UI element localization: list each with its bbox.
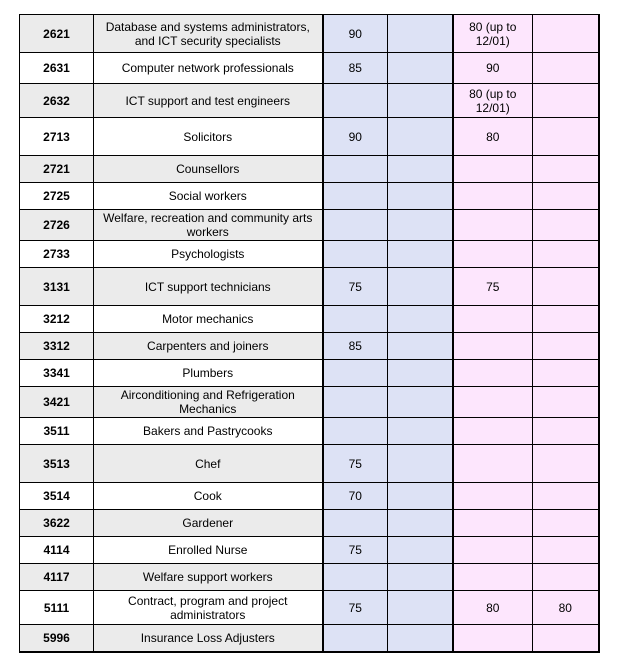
table-row — [20, 625, 599, 652]
occupation-name-cell: Airconditioning and Refrigeration Mechanics — [94, 387, 323, 418]
points-column-1-cell — [323, 156, 388, 183]
table-row — [20, 15, 599, 53]
occupation-name-cell: Database and systems administrators, and ICT security specialists — [94, 15, 323, 53]
points-column-2-cell — [388, 241, 453, 268]
points-column-2-cell — [388, 15, 453, 53]
occupation-name-cell: ICT support technicians — [94, 268, 323, 306]
points-column-4-cell — [533, 564, 599, 591]
table-row — [20, 241, 599, 268]
points-column-1-cell — [323, 306, 388, 333]
points-column-2-cell — [388, 210, 453, 241]
points-column-1-cell: 90 — [323, 15, 388, 53]
points-column-3-cell — [453, 183, 533, 210]
occupation-code-cell: 2713 — [20, 118, 94, 156]
occupation-code-cell: 3622 — [20, 510, 94, 537]
points-column-1-cell: 85 — [323, 53, 388, 84]
occupation-code-cell: 2725 — [20, 183, 94, 210]
points-column-1-cell — [323, 183, 388, 210]
points-column-3-cell — [453, 210, 533, 241]
table-row — [20, 591, 599, 625]
occupation-code-cell: 3312 — [20, 333, 94, 360]
points-column-4-cell — [533, 156, 599, 183]
occupation-name-cell: Counsellors — [94, 156, 323, 183]
points-column-1-cell — [323, 241, 388, 268]
points-column-4-cell — [533, 118, 599, 156]
points-column-1-cell: 75 — [323, 445, 388, 483]
points-column-1-cell — [323, 84, 388, 118]
points-column-2-cell — [388, 156, 453, 183]
points-column-1-cell: 75 — [323, 537, 388, 564]
points-column-3-cell — [453, 625, 533, 652]
occupation-name-cell: Bakers and Pastrycooks — [94, 418, 323, 445]
table-row — [20, 118, 599, 156]
table-row — [20, 537, 599, 564]
occupation-code-cell: 3421 — [20, 387, 94, 418]
points-column-2-cell — [388, 510, 453, 537]
table-row — [20, 183, 599, 210]
occupation-code-cell: 4114 — [20, 537, 94, 564]
points-column-1-cell — [323, 387, 388, 418]
points-column-3-cell: 75 — [453, 268, 533, 306]
occupation-code-cell: 2631 — [20, 53, 94, 84]
points-column-2-cell — [388, 418, 453, 445]
table-row — [20, 360, 599, 387]
table-row — [20, 445, 599, 483]
points-column-1-cell — [323, 564, 388, 591]
occupation-code-cell: 3341 — [20, 360, 94, 387]
points-column-3-cell: 90 — [453, 53, 533, 84]
points-column-2-cell — [388, 333, 453, 360]
table-row — [20, 418, 599, 445]
occupation-code-cell: 5111 — [20, 591, 94, 625]
points-column-2-cell — [388, 118, 453, 156]
points-column-4-cell — [533, 183, 599, 210]
points-column-4-cell — [533, 15, 599, 53]
table-row — [20, 306, 599, 333]
occupation-code-cell: 2632 — [20, 84, 94, 118]
occupation-code-cell: 3514 — [20, 483, 94, 510]
occupation-name-cell: Welfare support workers — [94, 564, 323, 591]
points-column-3-cell — [453, 241, 533, 268]
points-column-3-cell: 80 (up to 12/01) — [453, 84, 533, 118]
points-column-3-cell: 80 (up to 12/01) — [453, 15, 533, 53]
points-column-2-cell — [388, 84, 453, 118]
points-column-2-cell — [388, 591, 453, 625]
table-row — [20, 510, 599, 537]
occupation-table — [19, 14, 600, 653]
points-column-3-cell — [453, 537, 533, 564]
points-column-2-cell — [388, 53, 453, 84]
points-column-4-cell: 80 — [533, 591, 599, 625]
points-column-3-cell: 80 — [453, 591, 533, 625]
table-row — [20, 84, 599, 118]
points-column-3-cell: 80 — [453, 118, 533, 156]
occupation-code-cell: 2733 — [20, 241, 94, 268]
points-column-3-cell — [453, 483, 533, 510]
points-column-2-cell — [388, 537, 453, 564]
points-column-1-cell — [323, 360, 388, 387]
points-column-1-cell: 90 — [323, 118, 388, 156]
occupation-name-cell: Chef — [94, 445, 323, 483]
points-column-3-cell — [453, 445, 533, 483]
occupation-name-cell: Insurance Loss Adjusters — [94, 625, 323, 652]
table-row — [20, 564, 599, 591]
points-column-1-cell: 75 — [323, 591, 388, 625]
points-column-4-cell — [533, 418, 599, 445]
occupation-code-cell: 3511 — [20, 418, 94, 445]
points-column-4-cell — [533, 53, 599, 84]
occupation-name-cell: Solicitors — [94, 118, 323, 156]
points-column-2-cell — [388, 360, 453, 387]
points-column-4-cell — [533, 210, 599, 241]
points-column-2-cell — [388, 483, 453, 510]
occupation-code-cell: 3513 — [20, 445, 94, 483]
table-row — [20, 333, 599, 360]
points-column-4-cell — [533, 360, 599, 387]
points-column-4-cell — [533, 241, 599, 268]
table-row — [20, 268, 599, 306]
points-column-4-cell — [533, 625, 599, 652]
points-column-4-cell — [533, 387, 599, 418]
occupation-code-cell: 4117 — [20, 564, 94, 591]
points-column-3-cell — [453, 510, 533, 537]
table-row — [20, 156, 599, 183]
points-column-1-cell — [323, 510, 388, 537]
points-column-2-cell — [388, 625, 453, 652]
points-column-4-cell — [533, 445, 599, 483]
points-column-3-cell — [453, 360, 533, 387]
occupation-name-cell: Welfare, recreation and community arts workers — [94, 210, 323, 241]
points-column-3-cell — [453, 156, 533, 183]
points-column-2-cell — [388, 445, 453, 483]
points-column-1-cell — [323, 625, 388, 652]
points-column-1-cell: 85 — [323, 333, 388, 360]
occupation-name-cell: Cook — [94, 483, 323, 510]
occupation-name-cell: Computer network professionals — [94, 53, 323, 84]
table-row — [20, 53, 599, 84]
points-column-3-cell — [453, 333, 533, 360]
points-column-3-cell — [453, 418, 533, 445]
occupation-code-cell: 2721 — [20, 156, 94, 183]
occupation-code-cell: 5996 — [20, 625, 94, 652]
occupation-code-cell: 2726 — [20, 210, 94, 241]
points-column-1-cell — [323, 418, 388, 445]
points-column-2-cell — [388, 183, 453, 210]
points-column-3-cell — [453, 387, 533, 418]
points-column-4-cell — [533, 84, 599, 118]
points-column-4-cell — [533, 483, 599, 510]
occupation-name-cell: Motor mechanics — [94, 306, 323, 333]
occupation-name-cell: Contract, program and project administrators — [94, 591, 323, 625]
occupation-name-cell: Enrolled Nurse — [94, 537, 323, 564]
points-column-4-cell — [533, 306, 599, 333]
points-column-3-cell — [453, 306, 533, 333]
table-row — [20, 387, 599, 418]
points-column-1-cell — [323, 210, 388, 241]
occupation-name-cell: Psychologists — [94, 241, 323, 268]
points-column-4-cell — [533, 268, 599, 306]
occupation-name-cell: Plumbers — [94, 360, 323, 387]
points-column-4-cell — [533, 510, 599, 537]
occupation-name-cell: Carpenters and joiners — [94, 333, 323, 360]
points-column-4-cell — [533, 537, 599, 564]
occupation-name-cell: Social workers — [94, 183, 323, 210]
points-column-2-cell — [388, 564, 453, 591]
points-column-1-cell: 75 — [323, 268, 388, 306]
occupation-code-cell: 3131 — [20, 268, 94, 306]
occupation-name-cell: Gardener — [94, 510, 323, 537]
occupation-name-cell: ICT support and test engineers — [94, 84, 323, 118]
points-column-2-cell — [388, 268, 453, 306]
occupation-code-cell: 2621 — [20, 15, 94, 53]
table-row — [20, 483, 599, 510]
points-column-1-cell: 70 — [323, 483, 388, 510]
points-column-4-cell — [533, 333, 599, 360]
points-column-2-cell — [388, 306, 453, 333]
points-column-3-cell — [453, 564, 533, 591]
occupation-code-cell: 3212 — [20, 306, 94, 333]
table-row — [20, 210, 599, 241]
points-column-2-cell — [388, 387, 453, 418]
